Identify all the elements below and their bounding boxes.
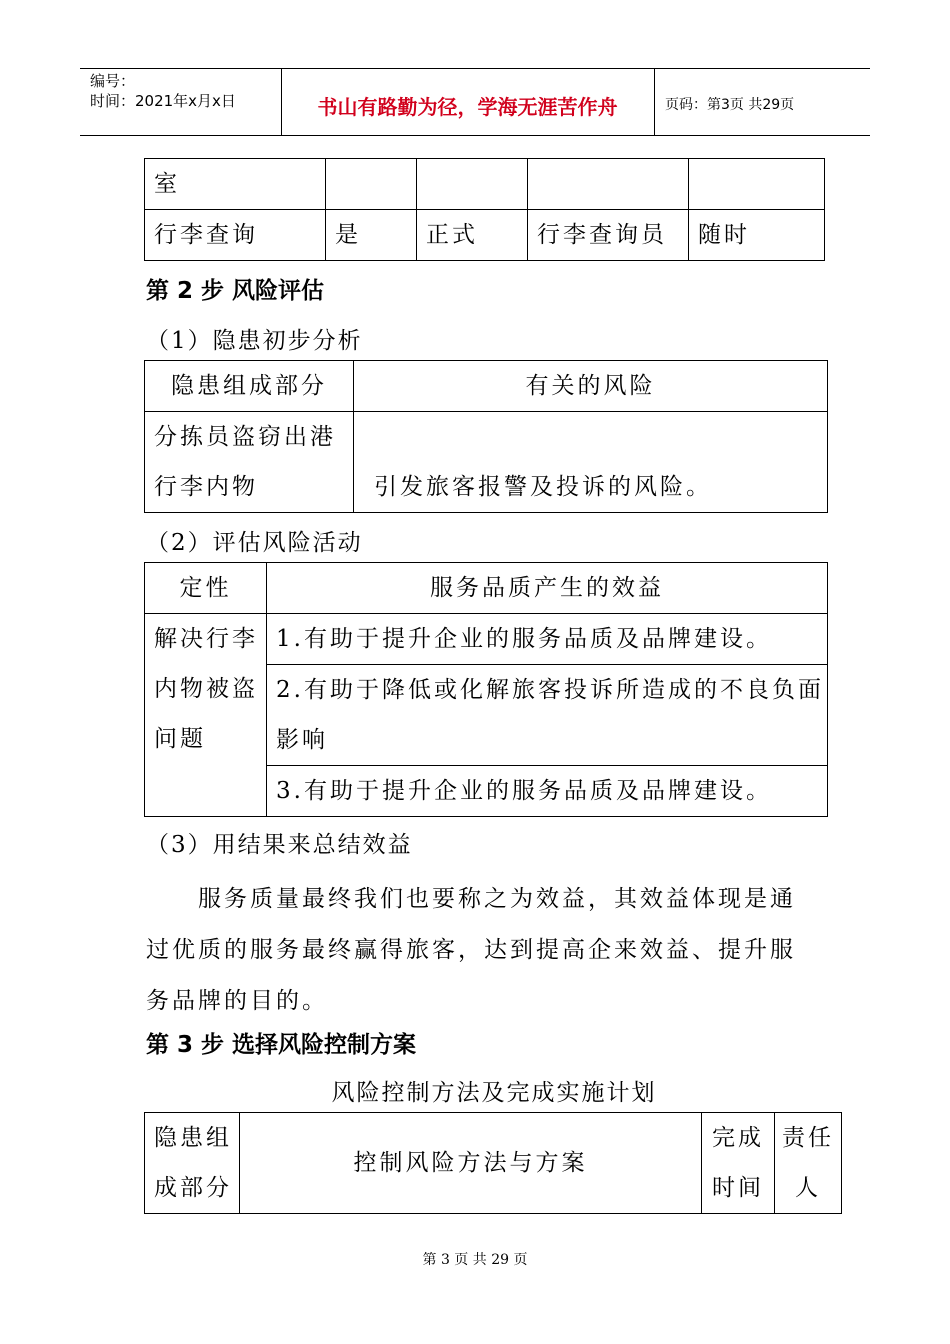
table-cell xyxy=(326,159,417,210)
hazard-cell xyxy=(145,412,354,513)
table-cell: 随时 xyxy=(689,210,825,261)
hazard-line: 行李内物 xyxy=(154,474,258,500)
header-top-line xyxy=(80,68,870,69)
step2-sub1: （1）隐患初步分析 xyxy=(146,328,363,354)
header-time-label: 时间：2021年x月x日 xyxy=(90,92,236,110)
table-row xyxy=(145,614,828,665)
risk-control-table xyxy=(144,1112,842,1214)
table-header: 控制风险方法与方案 xyxy=(240,1113,702,1214)
header-line: 完成 xyxy=(712,1125,764,1151)
step2-sub3: （3）用结果来总结效益 xyxy=(146,832,413,858)
header-divider-right xyxy=(654,68,655,135)
table-header: 定性 xyxy=(145,563,267,614)
table-cell: 室 xyxy=(145,159,326,210)
table-row xyxy=(145,563,828,614)
table-row xyxy=(145,1113,842,1214)
risk-evaluation-table xyxy=(144,562,828,817)
step2-title: 第 2 步 风险评估 xyxy=(146,278,325,304)
header-number-label: 编号： xyxy=(90,72,136,90)
qualitative-line: 问题 xyxy=(154,726,206,752)
page-footer: 第 3 页 共 29 页 xyxy=(422,1252,528,1268)
header-line: 人 xyxy=(795,1175,821,1201)
qualitative-line: 内物被盗 xyxy=(154,676,258,702)
paragraph-line: 过优质的服务最终赢得旅客，达到提高企来效益、提升服 xyxy=(146,937,796,963)
header-line: 时间 xyxy=(712,1175,764,1201)
header-bottom-line xyxy=(80,135,870,136)
top-table xyxy=(144,158,825,261)
table-cell: 行李查询员 xyxy=(528,210,689,261)
table-header xyxy=(775,1113,842,1214)
header-line: 责任 xyxy=(782,1125,834,1151)
table-header: 隐患组成部分 xyxy=(145,361,354,412)
table-header: 服务品质产生的效益 xyxy=(267,563,828,614)
header-motto: 书山有路勤为径，学海无涯苦作舟 xyxy=(317,95,618,119)
hazard-line: 分拣员盗窃出港 xyxy=(154,424,336,450)
table-row xyxy=(145,159,825,210)
header-page-info: 页码：第3页 共29页 xyxy=(665,97,795,113)
risk-cell: 引发旅客报警及投诉的风险。 xyxy=(354,412,828,513)
table-header xyxy=(702,1113,775,1214)
table-cell: 正式 xyxy=(417,210,528,261)
benefit-line: 2.有助于降低或化解旅客投诉所造成的不良负面 xyxy=(276,677,824,703)
table-row xyxy=(145,361,828,412)
table-cell xyxy=(689,159,825,210)
table-cell xyxy=(528,159,689,210)
step2-sub2: （2）评估风险活动 xyxy=(146,530,363,556)
table-cell xyxy=(417,159,528,210)
table-cell: 行李查询 xyxy=(145,210,326,261)
qualitative-line: 解决行李 xyxy=(154,626,258,652)
table-row xyxy=(145,210,825,261)
table-row xyxy=(145,412,828,513)
paragraph-line: 务品牌的目的。 xyxy=(146,988,328,1014)
benefit-item: 3.有助于提升企业的服务品质及品牌建设。 xyxy=(267,766,828,817)
table-header: 有关的风险 xyxy=(354,361,828,412)
summary-paragraph xyxy=(146,874,796,1027)
header-line: 隐患组 xyxy=(154,1125,232,1151)
step3-table-caption: 风险控制方法及完成实施计划 xyxy=(331,1080,657,1106)
qualitative-cell xyxy=(145,614,267,817)
benefit-item xyxy=(267,665,828,766)
paragraph-line: 服务质量最终我们也要称之为效益，其效益体现是通 xyxy=(198,886,796,912)
risk-analysis-table xyxy=(144,360,828,513)
table-cell: 是 xyxy=(326,210,417,261)
step3-title: 第 3 步 选择风险控制方案 xyxy=(146,1032,417,1058)
benefit-item: 1.有助于提升企业的服务品质及品牌建设。 xyxy=(267,614,828,665)
benefit-line: 影响 xyxy=(276,727,328,753)
header-line: 成部分 xyxy=(154,1175,232,1201)
table-header xyxy=(145,1113,240,1214)
